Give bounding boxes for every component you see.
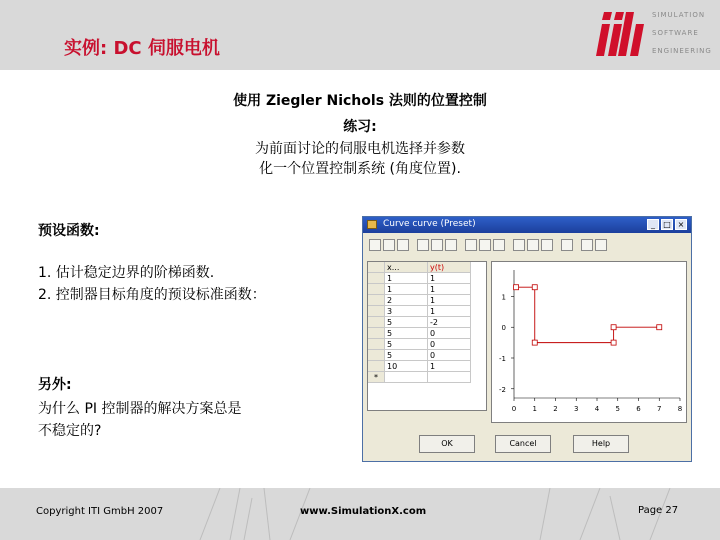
row-marker [368, 339, 385, 350]
cell-x[interactable]: 5 [385, 317, 428, 328]
cancel-button[interactable]: Cancel [495, 435, 551, 453]
cell-x[interactable]: 2 [385, 295, 428, 306]
cell-y[interactable]: 1 [428, 295, 471, 306]
chart-icon[interactable] [595, 239, 607, 251]
brand-line: SIMULATION [652, 11, 706, 19]
main-heading: 使用 Ziegler Nichols 法则的位置控制 [233, 93, 487, 109]
table-row[interactable] [368, 350, 471, 361]
brand-tagline [652, 10, 720, 64]
curve-spline-icon[interactable] [479, 239, 491, 251]
x-tick-label: 3 [574, 405, 579, 413]
table-row[interactable] [368, 372, 471, 383]
cell-x[interactable]: 5 [385, 350, 428, 361]
table-row[interactable] [368, 306, 471, 317]
cell-x[interactable]: 5 [385, 328, 428, 339]
curve-step-icon[interactable] [493, 239, 505, 251]
curve-point [611, 325, 616, 330]
cell-y[interactable] [428, 372, 471, 383]
print-icon[interactable] [397, 239, 409, 251]
row-marker [368, 350, 385, 361]
arrow-down-icon[interactable] [561, 239, 573, 251]
curve-line [516, 287, 659, 342]
y-tick-label: -1 [499, 355, 506, 363]
exercise-block [120, 90, 600, 178]
dialog-title: Curve curve (Preset) [383, 219, 476, 229]
cell-y[interactable]: 1 [428, 273, 471, 284]
row-marker [368, 361, 385, 372]
cell-y[interactable]: 1 [428, 284, 471, 295]
cell-y[interactable]: 0 [428, 339, 471, 350]
zoom-y-icon[interactable] [541, 239, 553, 251]
row-marker [368, 306, 385, 317]
y-tick-label: 0 [501, 324, 506, 333]
row-header-cell [368, 262, 385, 273]
brand-line: SOFTWARE [652, 29, 699, 37]
cell-x[interactable]: 3 [385, 306, 428, 317]
cell-x[interactable]: 5 [385, 339, 428, 350]
open-icon[interactable] [369, 239, 381, 251]
exercise-label: 练习: [343, 119, 377, 135]
footer-decoration [180, 488, 700, 540]
table-row[interactable] [368, 317, 471, 328]
curve-app-icon [367, 220, 377, 229]
x-tick-label: 6 [636, 405, 641, 413]
x-tick-label: 0 [511, 405, 517, 413]
x-tick-label: 8 [677, 405, 683, 413]
row-marker [368, 328, 385, 339]
save-icon[interactable] [383, 239, 395, 251]
x-tick-label: 7 [657, 405, 662, 413]
dialog-toolbar [365, 237, 689, 255]
row-marker [368, 317, 385, 328]
cell-y[interactable]: 0 [428, 328, 471, 339]
cell-x[interactable]: 10 [385, 361, 428, 372]
table-row[interactable] [368, 295, 471, 306]
also-label: 另外: [38, 377, 72, 393]
table-row[interactable] [368, 361, 471, 372]
column-header-y[interactable]: y(t) [428, 262, 471, 273]
cell-x[interactable]: 1 [385, 284, 428, 295]
row-marker [368, 284, 385, 295]
delete-row-icon[interactable] [431, 239, 443, 251]
data-grid[interactable] [367, 261, 487, 411]
list-item: 1. 估计稳定边界的阶梯函数. [38, 265, 215, 281]
minimize-button[interactable]: _ [647, 219, 659, 230]
table-row[interactable] [368, 339, 471, 350]
align-icon[interactable] [513, 239, 525, 251]
exercise-line: 为前面讨论的伺服电机选择并参数 [255, 141, 465, 157]
x-tick-label: 1 [532, 405, 537, 413]
cell-y[interactable]: -2 [428, 317, 471, 328]
y-tick-label: -2 [499, 385, 506, 394]
slide-title: 实例: DC 伺服电机 [64, 38, 220, 59]
also-line: 为什么 PI 控制器的解决方案总是 [38, 401, 242, 417]
table-row[interactable] [368, 284, 471, 295]
table-row[interactable] [368, 273, 471, 284]
curve-plot[interactable] [491, 261, 687, 423]
dialog-titlebar[interactable] [363, 217, 691, 233]
curve-plot-svg [492, 262, 686, 422]
cell-x[interactable]: 1 [385, 273, 428, 284]
x-tick-label: 4 [594, 405, 600, 413]
brand-line: ENGINEERING [652, 47, 712, 55]
curve-point [514, 285, 519, 290]
list-item: 2. 控制器目标角度的预设标准函数： [38, 287, 266, 303]
cell-y[interactable]: 1 [428, 361, 471, 372]
cell-y[interactable]: 0 [428, 350, 471, 361]
curve-dialog [362, 216, 692, 462]
website-link[interactable]: www.SimulationX.com [300, 506, 427, 517]
table-header-row [368, 262, 471, 273]
copyright-text: Copyright ITI GmbH 2007 [36, 506, 164, 517]
curve-linear-icon[interactable] [465, 239, 477, 251]
close-button[interactable]: × [675, 219, 687, 230]
row-marker: * [368, 372, 385, 383]
curve-point [657, 325, 662, 330]
page-number: Page 27 [638, 505, 679, 516]
cell-y[interactable]: 1 [428, 306, 471, 317]
table-row[interactable] [368, 328, 471, 339]
row-marker [368, 273, 385, 284]
edit-icon[interactable] [445, 239, 457, 251]
x-tick-label: 2 [553, 405, 558, 413]
help-button[interactable]: Help [573, 435, 629, 453]
iti-logo [592, 10, 644, 58]
view-icon[interactable] [581, 239, 593, 251]
y-tick-label: 1 [501, 293, 506, 302]
exercise-line: 化一个位置控制系统 (角度位置). [259, 161, 461, 177]
ok-button[interactable]: OK [419, 435, 475, 453]
preset-label: 预设函数: [38, 223, 100, 239]
curve-point [611, 340, 616, 345]
also-line: 不稳定的? [38, 423, 102, 439]
curve-point [532, 285, 537, 290]
maximize-button[interactable]: □ [661, 219, 673, 230]
cell-x[interactable] [385, 372, 428, 383]
row-marker [368, 295, 385, 306]
zoom-x-icon[interactable] [527, 239, 539, 251]
curve-point [532, 340, 537, 345]
column-header-x[interactable]: x... [385, 262, 428, 273]
insert-row-icon[interactable] [417, 239, 429, 251]
x-tick-label: 5 [615, 405, 620, 413]
